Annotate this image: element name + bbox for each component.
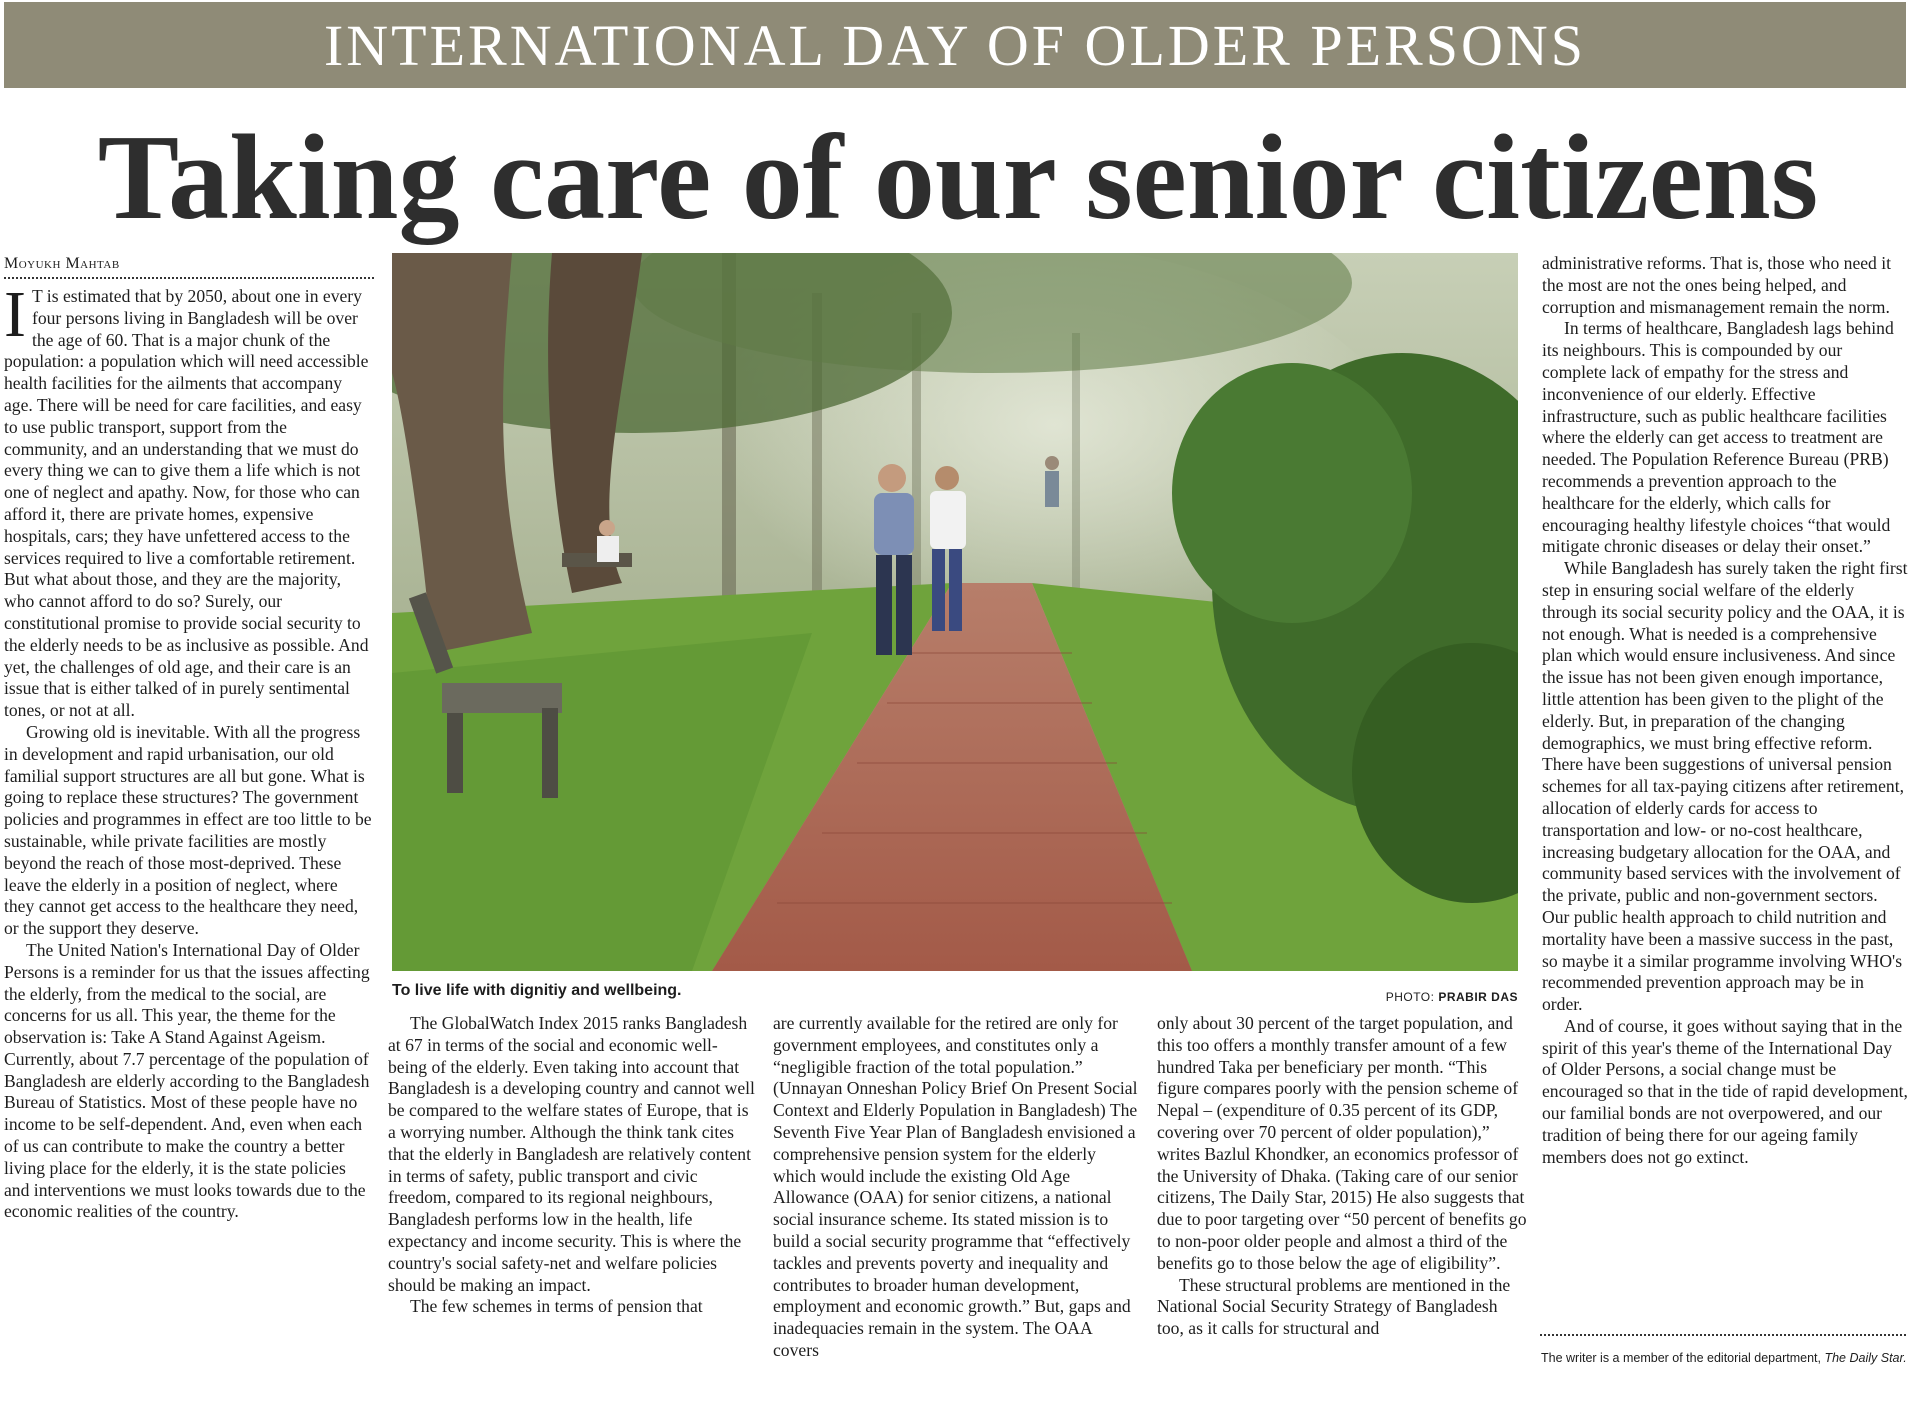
author-note-text: The writer is a member of the editorial department, (1541, 1351, 1821, 1365)
article-column-5 (1542, 253, 1908, 1331)
article-column-2 (388, 1013, 756, 1383)
drop-cap: I (4, 286, 26, 351)
article-column-4 (1157, 1013, 1527, 1383)
paragraph: are currently available for the retired are only for government employees, and constitutes only a “negligible fraction of the total population.” (Unnayan Onneshan Policy Brief On Present Social Context and Elderly Population in Bangladesh) The Seventh Five Year Plan of Bangladesh envisioned a comprehensive pension system for the elderly which would include the existing Old Age Allowance (OAA) for senior citizens, a national social insurance scheme. Its stated mission is to build a social security programme that “effectively tackles and prevents poverty and inequality and contributes to broader human development, employment and economic growth.” But, gaps and inadequacies remain in the system. The OAA covers (773, 1013, 1138, 1360)
paragraph (4, 286, 372, 722)
article-photo (392, 253, 1518, 971)
publication-name: The Daily Star. (1824, 1351, 1907, 1365)
photo-caption: To live life with dignitiy and wellbeing. (392, 982, 682, 999)
photographer-name: PRABIR DAS (1438, 990, 1518, 1004)
end-divider (1540, 1334, 1906, 1336)
paragraph: Growing old is inevitable. With all the progress in development and rapid urbanisation, our old familial support structures are all but gone. What is going to replace these structures? The government policies and programmes in effect are too little to be sustainable, while private facilities are mostly beyond the reach of those most-deprived. These leave the elderly in a position of neglect, where they cannot get access to the healthcare they need, or the support they deserve. (4, 721, 372, 939)
paragraph: While Bangladesh has surely taken the right first step in ensuring social welfare of the elderly through its social security policy and the OAA, it is not enough. What is needed is a comprehensive plan which would ensure inclusiveness. And since the issue has not been given enough importance, little attention has been given to the plight of the elderly. But, in preparation of the changing demographics, we must bring effective reform. There have been suggestions of universal pension schemes for all tax-paying citizens after retirement, allocation of elderly cards for access to transportation and low- or no-cost healthcare, increasing budgetary allocation for the OAA, and community based services with the involvement of the private, public and non-government sectors. Our public health approach to child nutrition and mortality have been a massive success in the past, so maybe it a similar programme involving WHO's recommended prevention approach may be in order. (1542, 558, 1908, 1015)
article-column-1 (4, 286, 372, 1382)
paragraph: In terms of healthcare, Bangladesh lags behind its neighbours. This is compounded by our complete lack of empathy for the stress and inconvenience of our elderly. Effective infrastructure, such as public healthcare facilities where the elderly can get access to treatment are needed. The Population Reference Bureau (PRB) recommends a prevention approach to the healthcare for the elderly, which calls for encouraging healthy lifestyle choices “that would mitigate chronic diseases or delay their onset.” (1542, 318, 1894, 557)
photo-credit-label: PHOTO: (1385, 990, 1435, 1004)
paragraph: These structural problems are mentioned in the National Social Security Strategy of Bangladesh too, as it calls for structural and (1157, 1274, 1511, 1339)
distant-walker (1045, 456, 1059, 507)
park-walkway-illustration (392, 253, 1518, 971)
paragraph: The GlobalWatch Index 2015 ranks Bangladesh at 67 in terms of the social and economic well-being of the elderly. Even taking into account that Bangladesh is a developing country and cannot well be compared to the welfare states of Europe, that is a worrying number. Although the think tank cites that the elderly in Bangladesh are relatively content in terms of safety, public transport and civic freedom, compared to its regional neighbours, Bangladesh performs low in the health, life expectancy and income security. This is where the country's social safety-net and welfare policies should be making an impact. (388, 1013, 755, 1295)
paragraph: only about 30 percent of the target population, and this too offers a monthly transfer amount of a few hundred Taka per beneficiary per month. “This figure compares poorly with the pension scheme of Nepal – (expenditure of 0.35 percent of its GDP, covering over 70 percent of older population),” writes Bazlul Khondker, an economics professor of the University of Dhaka. (Taking care of our senior citizens, The Daily Star, 2015) He also suggests that due to poor targeting over “50 percent of benefits go to non-poor older people and almost a third of the benefits go to those below the age of eligibility”. (1157, 1013, 1527, 1273)
article-headline: Taking care of our senior citizens (97, 110, 1819, 245)
section-banner (4, 2, 1906, 88)
author-note (1541, 1350, 1907, 1367)
paragraph-text: T is estimated that by 2050, about one in every four persons living in Bangladesh will be over the age of 60. That is a major chunk of the population: a population which will need accessible health facilities for the ailments that accompany age. There will be need for care facilities, and easy to use public transport, support from the community, and an understanding that we must do every thing we can to give them a life which is not one of neglect and apathy. Now, for those who can afford it, there are private homes, expensive hospitals, cars; they have unfettered access to the services required to live a comfortable retirement. But what about those, and they are the majority, who cannot afford to do so? Surely, our constitutional promise to provide social security to the elderly needs to be as inclusive as possible. And yet, the challenges of old age, and their care is an issue that is either talked of in purely sentimental tones, or not at all. (4, 286, 369, 721)
paragraph: The United Nation's International Day of Older Persons is a reminder for us that the issues affecting the elderly, from the medical to the social, are concerns for us all. This year, the theme for the observation is: Take A Stand Against Ageism. Currently, about 7.7 percentage of the population of Bangladesh are elderly according to the Bangladesh Bureau of Statistics. Most of these people have no income to be self-dependent. And, even when each of us can contribute to make the country a better living place for the elderly, it is the state policies and interventions we must looks towards due to the economic realities of the country. (4, 939, 370, 1222)
paragraph: And of course, it goes without saying that in the spirit of this year's theme of the International Day of Older Persons, a social change must be encouraged so that in the tide of rapid development, our familial bonds are not overpowered, and our tradition of being there for our ageing family members does not go extinct. (1542, 1015, 1908, 1167)
section-banner-text: INTERNATIONAL DAY OF OLDER PERSONS (323, 12, 1587, 78)
paragraph: administrative reforms. That is, those who need it the most are not the ones being helped, and corruption and mismanagement remain the norm. (1542, 253, 1892, 317)
photo-credit (1180, 990, 1518, 1004)
byline: Moyukh Mahtab (4, 255, 374, 279)
paragraph: The few schemes in terms of pension that (410, 1296, 703, 1317)
article-column-3 (773, 1013, 1141, 1383)
